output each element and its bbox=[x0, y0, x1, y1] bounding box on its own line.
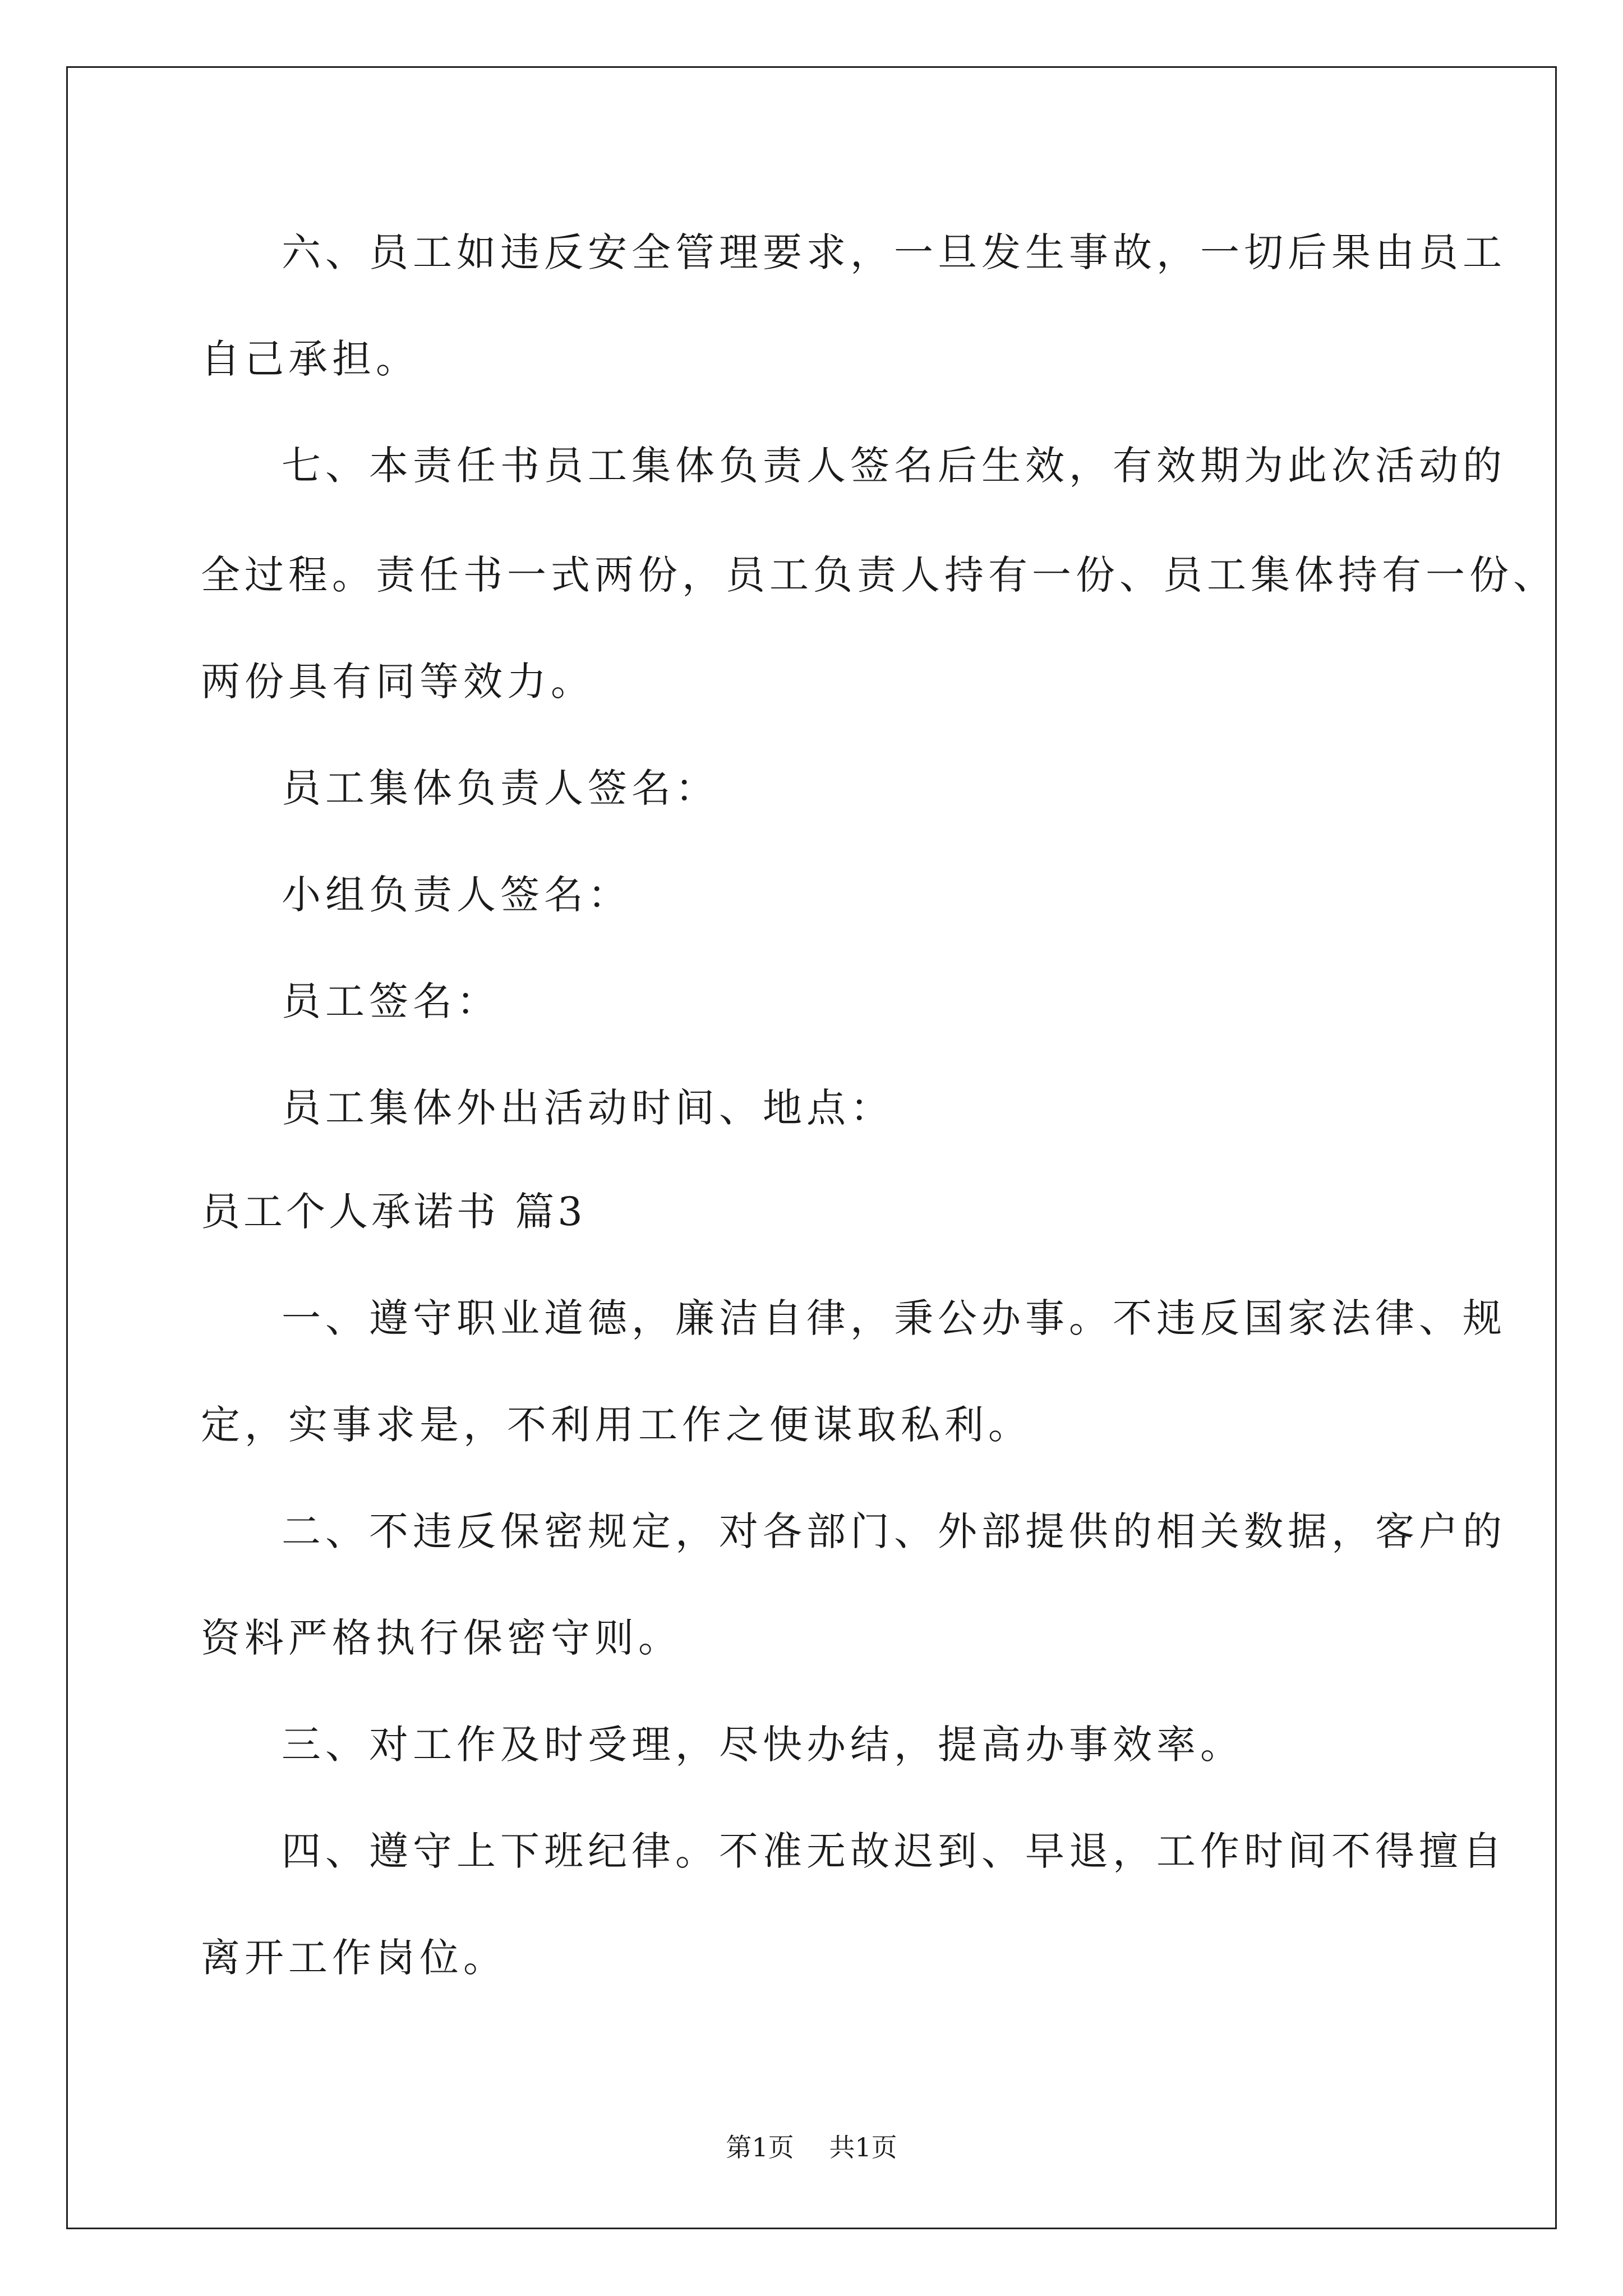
paragraph-7-line-2: 全过程。责任书一式两份，员工负责人持有一份、员工集体持有一份、 bbox=[201, 552, 1557, 598]
commitment-4-line-2: 离开工作岗位。 bbox=[201, 1935, 507, 1981]
commitment-1-line-1: 一、遵守职业道德，廉洁自律，秉公办事。不违反国家法律、规 bbox=[282, 1295, 1506, 1341]
signature-employee: 员工签名： bbox=[282, 978, 500, 1024]
signature-group-leader: 员工集体负责人签名： bbox=[282, 765, 719, 811]
commitment-3-line-1: 三、对工作及时受理，尽快办结，提高办事效率。 bbox=[282, 1722, 1244, 1768]
commitment-1-line-2: 定，实事求是，不利用工作之便谋取私利。 bbox=[201, 1402, 1032, 1448]
page-number: 第1页 bbox=[726, 2132, 794, 2162]
section-heading: 员工个人承诺书 篇3 bbox=[201, 1189, 586, 1235]
page-total: 共1页 bbox=[829, 2132, 897, 2162]
commitment-4-line-1: 四、遵守上下班纪律。不准无故迟到、早退，工作时间不得擅自 bbox=[282, 1828, 1506, 1874]
page-border bbox=[66, 66, 1557, 2229]
paragraph-6-line-1: 六、员工如违反安全管理要求，一旦发生事故，一切后果由员工 bbox=[282, 229, 1506, 275]
activity-time-place: 员工集体外出活动时间、地点： bbox=[282, 1085, 894, 1131]
paragraph-6-line-2: 自己承担。 bbox=[201, 336, 419, 382]
paragraph-7-line-3: 两份具有同等效力。 bbox=[201, 659, 594, 705]
commitment-2-line-2: 资料严格执行保密守则。 bbox=[201, 1615, 682, 1661]
signature-team-leader: 小组负责人签名： bbox=[282, 872, 631, 918]
page-footer bbox=[0, 2132, 1623, 2163]
commitment-2-line-1: 二、不违反保密规定，对各部门、外部提供的相关数据，客户的 bbox=[282, 1508, 1506, 1554]
paragraph-7-line-1: 七、本责任书员工集体负责人签名后生效，有效期为此次活动的 bbox=[282, 443, 1506, 489]
